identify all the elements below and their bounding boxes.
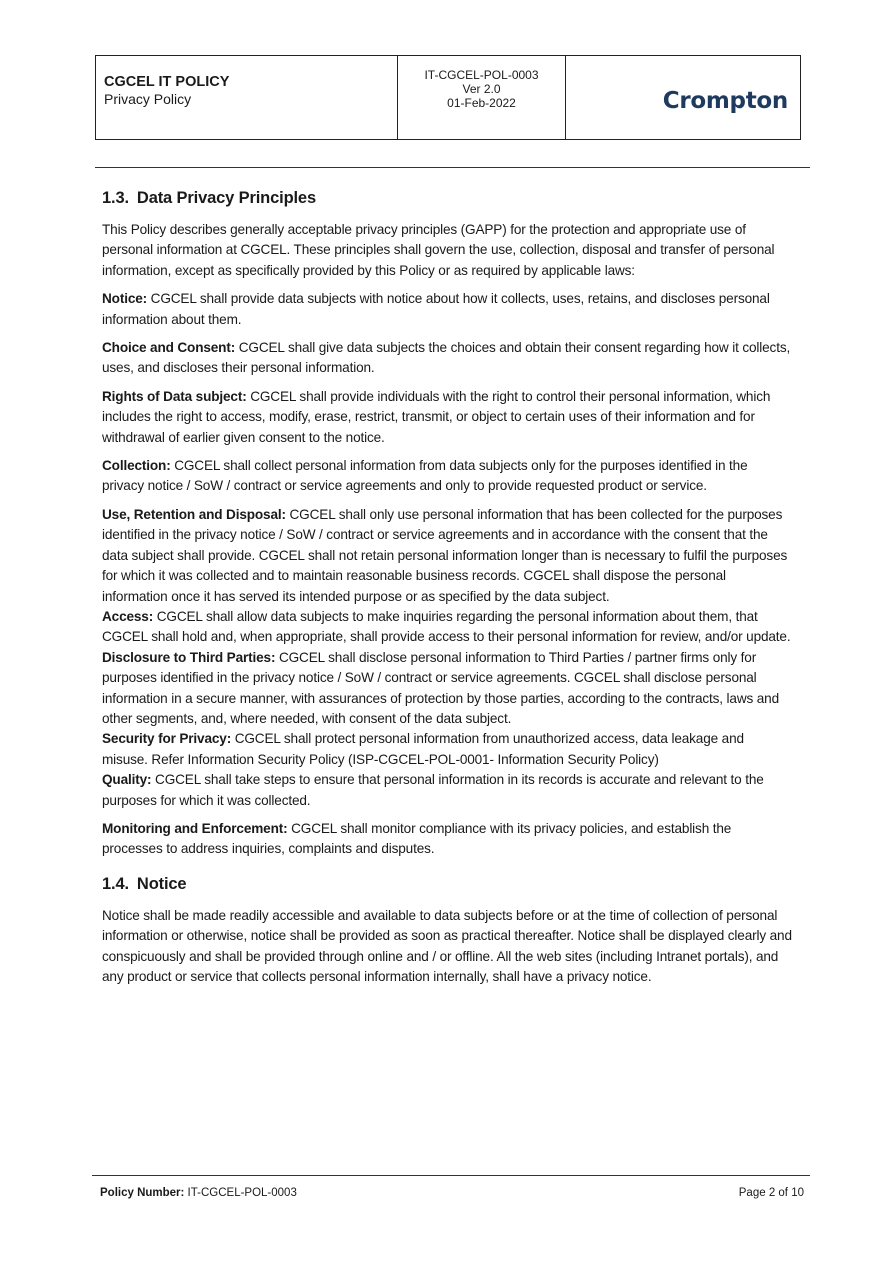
footer-divider (92, 1175, 810, 1176)
principle-notice (102, 289, 792, 330)
principle-choice-consent (102, 338, 792, 379)
section-title: Data Privacy Principles (136, 189, 316, 207)
principle-security (102, 729, 792, 770)
section-number: 1.4. (102, 874, 129, 893)
section-heading-1-3 (102, 186, 792, 210)
principle-term: Rights of Data subject: (102, 388, 247, 404)
policy-number (100, 1187, 297, 1199)
policy-number-label: Policy Number: (100, 1187, 185, 1199)
policy-subtitle: Privacy Policy (104, 91, 192, 107)
section-number: 1.3. (102, 189, 129, 207)
principle-text: CGCEL shall collect personal information from data subjects only for the purposes identified in the privacy notice / SoW / contract or service agreements and only to provide requested product or service. (102, 458, 748, 494)
doc-date: 01-Feb-2022 (447, 96, 516, 110)
section-heading-1-4 (102, 872, 792, 896)
page-indicator: Page 2 of 10 (738, 1187, 804, 1199)
principle-term: Collection: (102, 458, 171, 474)
header-divider (95, 167, 810, 168)
principle-text: CGCEL shall provide individuals with the right to control their personal information, which includes the right to access, modify, erase, restrict, transmit, or object to certain uses of their information and for withdrawal of earlier given consent to the notice. (102, 388, 771, 445)
doc-number: IT-CGCEL-POL-0003 (424, 68, 539, 82)
principle-rights (102, 387, 792, 448)
principle-disclosure (102, 648, 792, 730)
principle-term: Disclosure to Third Parties: (102, 649, 276, 665)
principle-quality (102, 770, 792, 811)
principle-use-retention (102, 505, 792, 607)
doc-version: Ver 2.0 (462, 82, 501, 96)
principle-term: Use, Retention and Disposal: (102, 506, 286, 522)
header-meta-cell (398, 56, 566, 139)
section-title: Notice (136, 874, 187, 893)
principle-term: Monitoring and Enforcement: (102, 820, 288, 836)
principle-text: CGCEL shall allow data subjects to make inquiries regarding the personal information about them, that CGCEL shall hold and, when appropriate, shall provide access to their personal information for review, and/or update. (102, 608, 791, 645)
policy-number-value: IT-CGCEL-POL-0003 (184, 1187, 297, 1199)
principle-text: CGCEL shall disclose personal information to Third Parties / partner firms only for purposes identified in the privacy notice / SoW / contract or service agreements. CGCEL shall disclose personal information in a secure manner, with assurances of protection by those parties, according to the contracts, laws and other segments, and, where needed, with consent of the data subject. (102, 649, 780, 726)
notice-paragraph: Notice shall be made readily accessible and available to data subjects before or at the time of collection of personal information or otherwise, notice shall be provided as soon as practical thereafter. Notice shall be displayed clearly and conspicuously and shall be provided through online and / or offline. All the web sites (including Intranet portals), and any product or service that collects personal information internally, shall have a privacy notice. (102, 907, 792, 984)
principle-text: CGCEL shall take steps to ensure that personal information in its records is accurate and relevant to the purposes for which it was collected. (102, 772, 764, 808)
principle-text: CGCEL shall provide data subjects with notice about how it collects, uses, retains, and discloses personal information about them. (102, 291, 770, 327)
principle-term: Notice: (102, 291, 148, 307)
principle-text: CGCEL shall give data subjects the choices and obtain their consent regarding how it collects, uses, and discloses their personal information. (102, 340, 791, 376)
principle-term: Access: (102, 608, 154, 624)
principle-text: CGCEL shall protect personal information from unauthorized access, data leakage and misuse. Refer Information Security Policy (ISP-CGCEL-POL-0001- Information Security Policy) (102, 731, 744, 767)
principle-access (102, 607, 792, 648)
policy-title: CGCEL IT POLICY (104, 74, 230, 90)
crompton-logo: Crompton (662, 87, 788, 114)
header-title-cell (96, 56, 398, 139)
principle-term: Quality: (102, 772, 152, 788)
header-logo-cell (566, 56, 800, 139)
principle-text: CGCEL shall only use personal information that has been collected for the purposes identified in the privacy notice / SoW / contract or service agreements and in accordance with the consent that the data subject shall provide. CGCEL shall not retain personal information longer than is necessary to fulfil the purposes for which it was collected and to maintain reasonable business records. CGCEL shall dispose the personal information once it has served its intended purpose or as specified by the data subject. (102, 506, 788, 604)
principle-term: Security for Privacy: (102, 731, 232, 747)
principle-collection (102, 456, 792, 497)
intro-paragraph: This Policy describes generally acceptable privacy principles (GAPP) for the protection and appropriate use of personal information at CGCEL. These principles shall govern the use, collection, disposal and transfer of personal information, except as specifically provided by this Policy or as required by applicable laws: (102, 222, 775, 278)
principle-monitoring (102, 819, 792, 860)
page-content (102, 186, 792, 987)
document-header-table (95, 55, 801, 140)
principle-term: Choice and Consent: (102, 340, 236, 356)
principle-text: CGCEL shall monitor compliance with its privacy policies, and establish the processes to address inquiries, complaints and disputes. (102, 820, 732, 857)
page-footer (100, 1187, 804, 1199)
